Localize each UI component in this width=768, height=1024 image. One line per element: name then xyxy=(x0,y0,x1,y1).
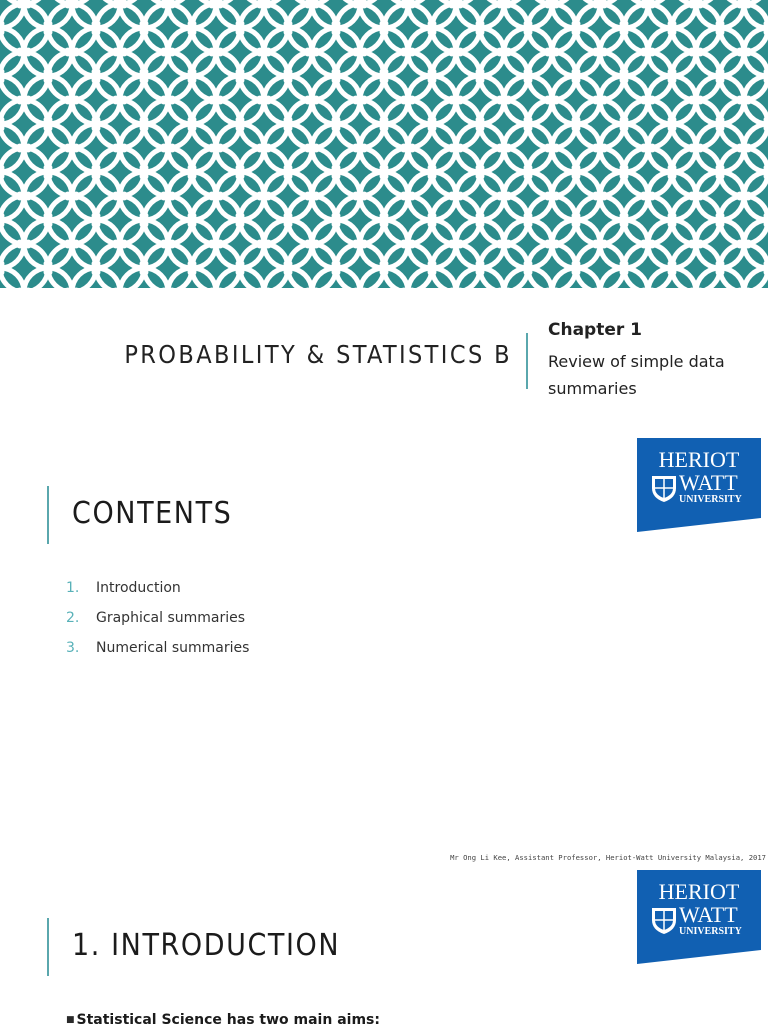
contents-list xyxy=(66,577,249,667)
first-bullet xyxy=(66,1012,380,1024)
contents-item xyxy=(66,637,249,667)
chapter-subtitle: Review of simple data summaries xyxy=(548,352,725,398)
svg-text:UNIVERSITY: UNIVERSITY xyxy=(679,926,742,937)
heriot-watt-logo xyxy=(637,438,761,532)
item-text: Graphical summaries xyxy=(96,610,246,626)
item-number: 1. xyxy=(66,580,80,596)
contents-slide xyxy=(0,432,768,868)
item-text: Introduction xyxy=(96,580,181,596)
heading-accent-bar xyxy=(47,918,49,976)
introduction-heading: 1. INTRODUCTION xyxy=(72,928,341,963)
svg-text:WATT: WATT xyxy=(679,902,738,927)
svg-text:UNIVERSITY: UNIVERSITY xyxy=(679,494,742,505)
svg-text:WATT: WATT xyxy=(679,470,738,495)
item-number: 3. xyxy=(66,640,80,656)
decorative-pattern-banner xyxy=(0,0,768,288)
chapter-label: Chapter 1 xyxy=(548,320,643,340)
contents-item xyxy=(66,607,249,637)
contents-item xyxy=(66,577,249,607)
svg-text:HERIOT: HERIOT xyxy=(658,879,740,904)
introduction-slide xyxy=(0,868,768,1024)
bullet-text: Statistical Science has two main aims: xyxy=(76,1012,380,1024)
item-number: 2. xyxy=(66,610,80,626)
heriot-watt-logo xyxy=(637,870,761,964)
title-divider xyxy=(526,333,528,389)
item-text: Numerical summaries xyxy=(96,640,250,656)
heading-accent-bar xyxy=(47,486,49,544)
svg-text:HERIOT: HERIOT xyxy=(658,447,740,472)
contents-heading: CONTENTS xyxy=(72,496,233,531)
course-title: PROBABILITY & STATISTICS B xyxy=(124,340,512,369)
square-bullet-icon: ■ xyxy=(66,1015,75,1024)
author-footer: Mr Ong Li Kee, Assistant Professor, Heriot-Watt University Malaysia, 2017 xyxy=(450,853,766,862)
title-slide xyxy=(0,0,768,432)
